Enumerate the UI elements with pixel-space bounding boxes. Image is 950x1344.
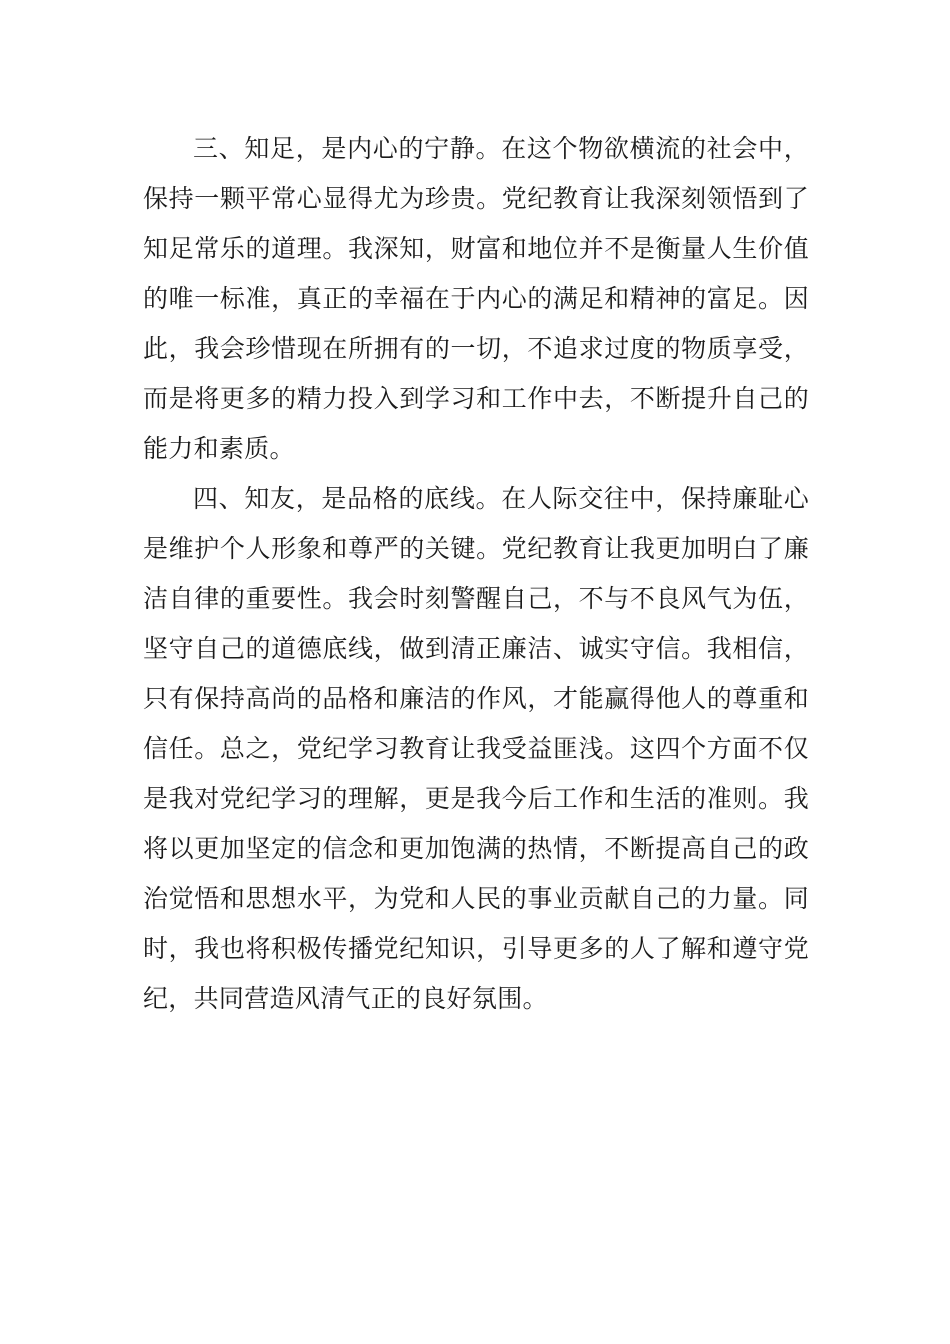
paragraph-zhizu: 三、知足，是内心的宁静。在这个物欲横流的社会中，保持一颗平常心显得尤为珍贵。党纪教育让我深刻领悟到了知足常乐的道理。我深知，财富和地位并不是衡量人生价值的唯一标准，真正的幸福在于内心的满足和精神的富足。因此，我会珍惜现在所拥有的一切，不追求过度的物质享受，而是将更多的精力投入到学习和工作中去，不断提升自己的能力和素质。 [143,134,809,463]
document-body [143,124,809,1024]
paragraph-zhiyou: 四、知友，是品格的底线。在人际交往中，保持廉耻心是维护个人形象和尊严的关键。党纪教育让我更加明白了廉洁自律的重要性。我会时刻警醒自己，不与不良风气为伍，坚守自己的道德底线，做到清正廉洁、诚实守信。我相信，只有保持高尚的品格和廉洁的作风，才能赢得他人的尊重和信任。总之，党纪学习教育让我受益匪浅。这四个方面不仅是我对党纪学习的理解，更是我今后工作和生活的准则。我将以更加坚定的信念和更加饱满的热情，不断提高自己的政治觉悟和思想水平，为党和人民的事业贡献自己的力量。同时，我也将积极传播党纪知识，引导更多的人了解和遵守党纪，共同营造风清气正的良好氛围。 [143,484,809,1013]
